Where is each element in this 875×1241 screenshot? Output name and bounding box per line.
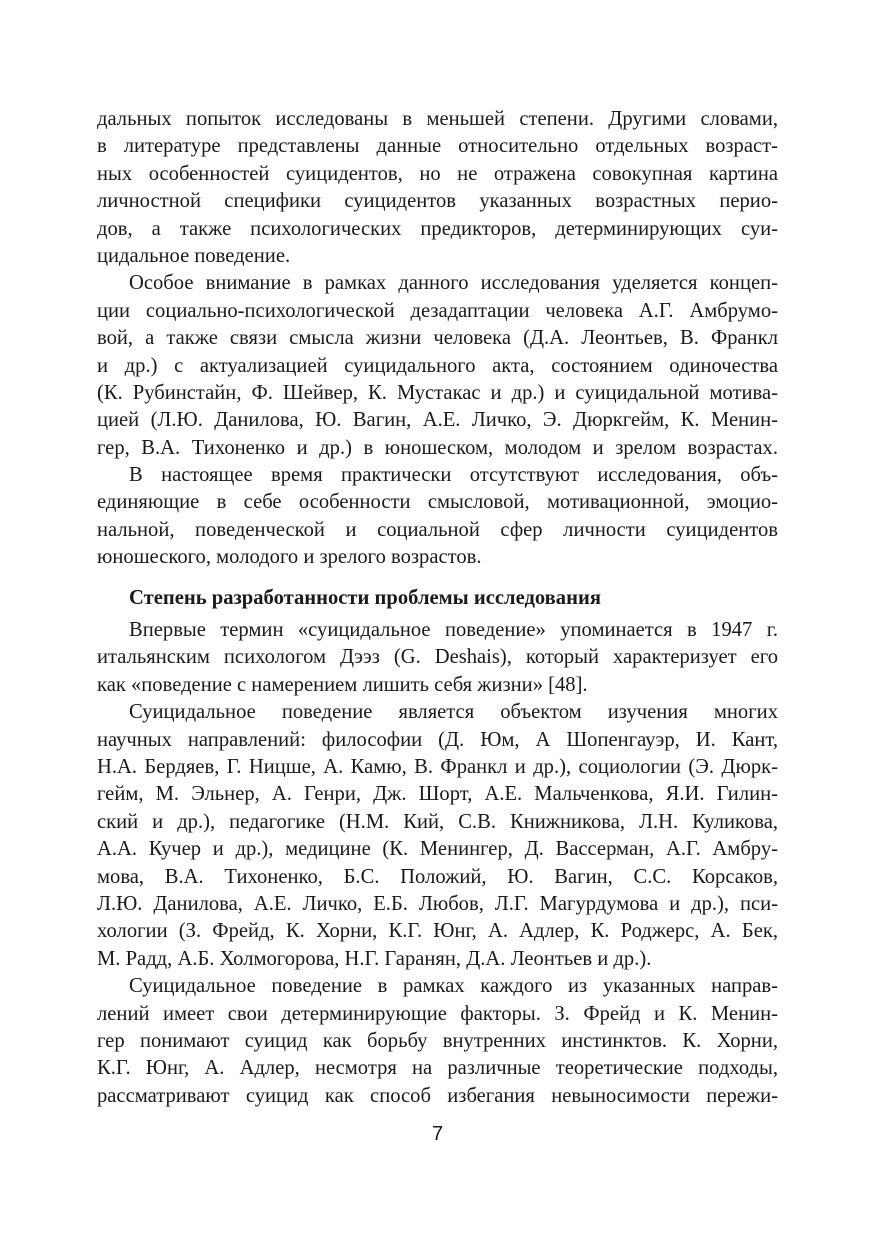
text-line: Впервые термин «суицидальное поведение» упоминается в 1947 г.: [129, 619, 778, 642]
text-line: юношеского, молодого и зрелого возрастов.: [97, 546, 482, 569]
paragraph-1: [97, 106, 778, 270]
text-line: В настоящее время практически отсутствуют исследования, объ-: [129, 464, 778, 487]
page-number: 7: [431, 1123, 444, 1145]
text-line: в литературе представлены данные относительно отдельных возраст-: [97, 135, 778, 158]
text-line: лений имеет свои детерминирующие факторы. З. Фрейд и К. Менин-: [97, 1002, 778, 1025]
text-line: ции социально-психологической дезадаптации человека А.Г. Амбрумо-: [97, 299, 778, 322]
text-line: рассматривают суицид как способ избегания невыносимости пережи-: [97, 1084, 778, 1107]
heading-text: Степень разработанности проблемы исследования: [129, 586, 601, 609]
text-line: ский и др.), педагогике (Н.М. Кий, С.В. Книжникова, Л.Н. Куликова,: [97, 810, 778, 833]
text-line: цией (Л.Ю. Данилова, Ю. Вагин, А.Е. Личко, Э. Дюркгейм, К. Менин-: [97, 409, 778, 432]
text-line: Суицидальное поведение является объектом изучения многих: [129, 701, 778, 724]
text-line: единяющие в себе особенности смысловой, мотивационной, эмоцио-: [97, 491, 778, 514]
text-line: К.Г. Юнг, А. Адлер, несмотря на различные теоретические подходы,: [97, 1057, 778, 1080]
text-line: хологии (З. Фрейд, К. Хорни, К.Г. Юнг, А. Адлер, К. Роджерс, А. Бек,: [97, 920, 778, 943]
text-line: и др.) с актуализацией суицидального акта, состоянием одиночества: [97, 354, 778, 377]
text-line: М. Радд, А.Б. Холмогорова, Н.Г. Гаранян, Д.А. Леонтьев и др.).: [97, 947, 652, 970]
section-heading: [97, 585, 778, 612]
text-line: вой, а также связи смысла жизни человека (Д.А. Леонтьев, В. Франкл: [97, 327, 778, 350]
text-line: мова, В.А. Тихоненко, Б.С. Положий, Ю. Вагин, С.С. Корсаков,: [97, 865, 778, 888]
text-line: гер понимают суицид как борьбу внутренних инстинктов. К. Хорни,: [97, 1029, 778, 1052]
paragraph-2: [97, 270, 778, 462]
paragraph-5: [97, 699, 778, 973]
text-line: Суицидальное поведение в рамках каждого из указанных направ-: [129, 975, 778, 998]
text-line: дов, а также психологических предикторов, детерминирующих суи-: [97, 217, 778, 240]
text-line: дальных попыток исследованы в меньшей степени. Другими словами,: [97, 108, 778, 130]
page-body: [97, 106, 778, 1110]
paragraph-3: [97, 462, 778, 572]
text-line: Н.А. Бердяев, Г. Ницше, А. Камю, В. Франкл и др.), социологии (Э. Дюрк-: [97, 755, 778, 778]
text-line: А.А. Кучер и др.), медицине (К. Менингер, Д. Вассерман, А.Г. Амбру-: [97, 838, 778, 861]
text-line: как «поведение с намерением лишить себя жизни» [48].: [97, 673, 588, 696]
paragraph-6: [97, 973, 778, 1110]
text-line: научных направлений: философии (Д. Юм, А Шопенгауэр, И. Кант,: [97, 728, 778, 751]
text-line: Особое внимание в рамках данного исследования уделяется концеп-: [129, 272, 778, 295]
text-line: гер, В.А. Тихоненко и др.) в юношеском, молодом и зрелом возрастах.: [97, 436, 778, 459]
text-line: личностной специфики суицидентов указанных возрастных перио-: [97, 190, 778, 213]
text-line: цидальное поведение.: [97, 244, 291, 267]
text-line: итальянским психологом Дээз (G. Deshais), который характеризует его: [97, 646, 778, 669]
text-line: Л.Ю. Данилова, А.Е. Личко, Е.Б. Любов, Л.Г. Магурдумова и др.), пси-: [97, 892, 778, 915]
paragraph-4: [97, 617, 778, 699]
text-line: (К. Рубинстайн, Ф. Шейвер, К. Мустакас и др.) и суицидальной мотива-: [97, 381, 778, 404]
text-line: нальной, поведенческой и социальной сфер личности суицидентов: [97, 518, 778, 541]
text-line: ных особенностей суицидентов, но не отражена совокупная картина: [97, 162, 778, 185]
text-line: гейм, М. Эльнер, А. Генри, Дж. Шорт, А.Е. Мальченкова, Я.И. Гилин-: [97, 783, 778, 806]
